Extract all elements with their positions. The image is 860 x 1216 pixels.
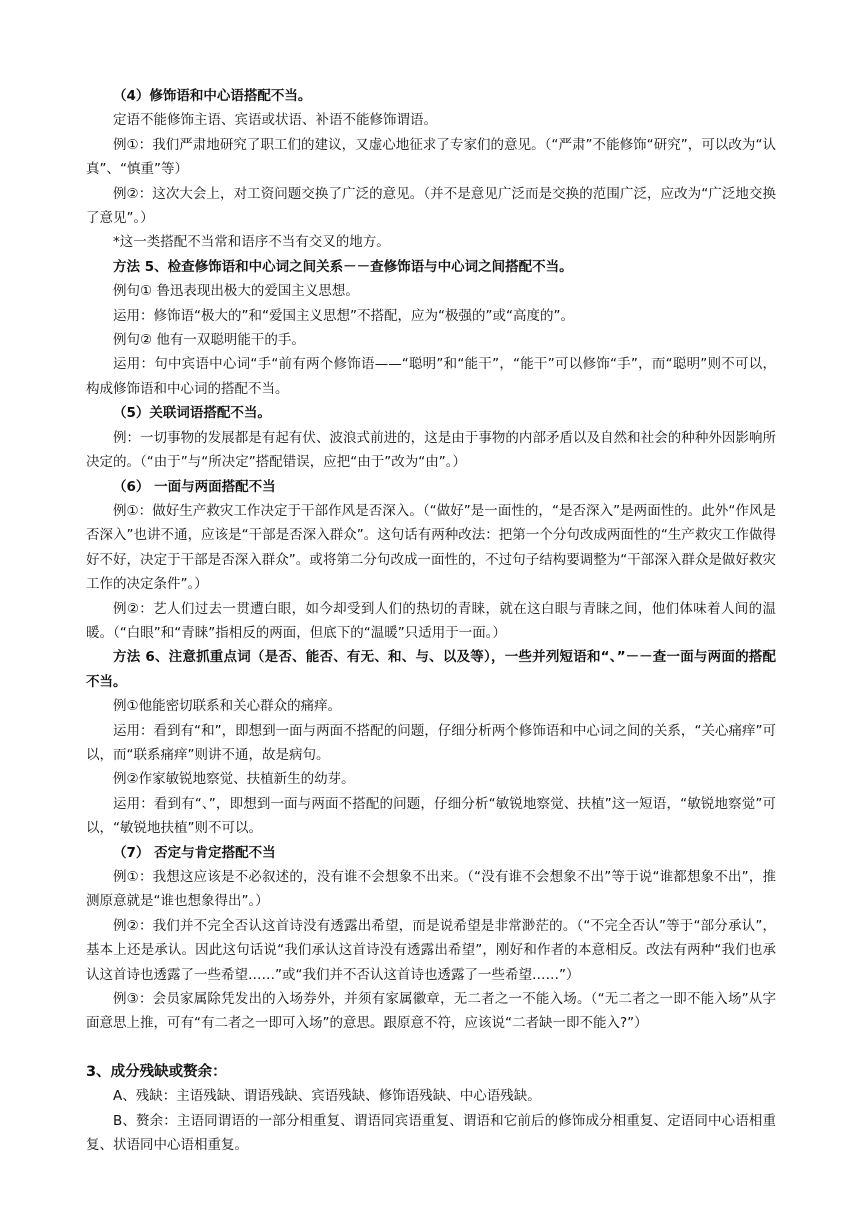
paragraph: 运用：句中宾语中心词“手“前有两个修饰语——“聪明”和“能干”，“能干”可以修饰“手”，而“聪明”则不可以，构成修饰语和中心词的搭配不当。 (86, 356, 776, 397)
paragraph: 例③：会员家属除凭发出的入场券外，并须有家属徽章，无二者之一不能入场。（“无二者之一即不能入场”从字面意思上推，可有“有二者之一即可入场”的意思。跟原意不符，应该说“二者缺一即不能入?”） (86, 991, 776, 1032)
subheading: 方法 5、检查修饰语和中心词之间关系－－查修饰语与中心词之间搭配不当。 (113, 258, 573, 275)
paragraph: 例①：我想这应该是不必叙述的，没有谁不会想象不出来。（“没有谁不会想象不出”等于说“谁都想象不出”，推测原意就是“谁也想象得出”。） (86, 869, 776, 910)
paragraph: A、残缺：主语残缺、谓语残缺、宾语残缺、修饰语残缺、中心语残缺。 (113, 1088, 541, 1105)
paragraph: B、赘余：主语同谓语的一部分相重复、谓语同宾语重复、谓语和它前后的修饰成分相重复、定语同中心语相重复、状语同中心语相重复。 (86, 1112, 776, 1154)
paragraph: 例②作家敏锐地察觉、扶植新生的幼芽。 (113, 771, 355, 788)
main-section (86, 84, 776, 1036)
paragraph: 例①：我们严肃地研究了职工们的建议，又虚心地征求了专家们的意见。（“严肃”不能修饰“研究”，可以改为“认真”、“慎重”等） (86, 136, 776, 178)
subheading: （4）修饰语和中心语搭配不当。 (113, 88, 312, 104)
subheading: 方法 6、注意抓重点词（是否、能否、有无、和、与、以及等），一些并列短语和“、”－－查一面与两面的搭配不当。 (86, 649, 776, 690)
paragraph: 例①：做好生产救灾工作决定于干部作风是否深入。（“做好”是一面性的，“是否深入”是两面性的。此外“作风是否深入”也讲不通，应该是“干部是否深入群众”。这句话有两种改法：把第一个分句改成两面性的“生产救灾工作做得好不好，决定于干部是否深入群众”。或将第二分句改成一面性的，不过句子结构要调整为“干部深入群众是做好救灾工作的决定条件”。） (86, 502, 776, 593)
paragraph: 例②：这次大会上，对工资问题交换了广泛的意见。（并不是意见广泛而是交换的范围广泛，应改为“广泛地交换了意见”。） (86, 185, 776, 227)
document-body (86, 84, 776, 1157)
paragraph: 例②：艺人们过去一贯遭白眼，如今却受到人们的热切的青睐，就在这白眼与青睐之间，他们体味着人间的温暖。（“白眼”和“青睐”指相反的两面，但底下的“温暖”只适用于一面。） (86, 600, 776, 641)
paragraph: 例句② 他有一双聪明能干的手。 (113, 332, 305, 349)
paragraph: 运用：看到有“、”，即想到一面与两面不搭配的问题，仔细分析“敏锐地察觉、扶植”这一短语，“敏锐地察觉”可以，“敏锐地扶植”则不可以。 (86, 795, 776, 837)
paragraph: *这一类搭配不当常和语序不当有交叉的地方。 (113, 234, 390, 251)
section-body (86, 1084, 776, 1157)
paragraph: 例句① 鲁迅表现出极大的爱国主义思想。 (113, 283, 359, 300)
paragraph: 例：一切事物的发展都是有起有伏、波浪式前进的，这是由于事物的内部矛盾以及自然和社会的种种外因影响所决定的。（“由于”与“所决定”搭配错误，应把“由于”改为“由”。） (86, 429, 776, 471)
paragraph: 定语不能修饰主语、宾语或状语、补语不能修饰谓语。 (113, 112, 437, 129)
subheading: （5）关联词语搭配不当。 (113, 405, 271, 422)
paragraph: 例①他能密切联系和关心群众的痛痒。 (113, 698, 342, 715)
paragraph: 运用：修饰语“极大的”和“爱国主义思想”不搭配，应为“极强的”或“高度的”。 (113, 307, 574, 324)
paragraph: 运用：看到有“和”，即想到一面与两面不搭配的问题，仔细分析两个修饰语和中心词之间的关系，“关心痛痒”可以，而“联系痛痒”则讲不通，故是病句。 (86, 722, 776, 763)
subheading: （7） 否定与肯定搭配不当 (113, 844, 276, 861)
section-gap (86, 1036, 776, 1046)
subheading: （6） 一面与两面搭配不当 (113, 478, 276, 495)
section-heading: 3、成分残缺或赘余： (86, 1063, 227, 1080)
paragraph: 例②：我们并不完全否认这首诗没有透露出希望，而是说希望是非常渺茫的。（“不完全否认”等于“部分承认”，基本上还是承认。因此这句话说“我们承认这首诗没有透露出希望”，刚好和作者的本意相反。改法有两种“我们也承认这首诗也透露了一些希望……”或“我们并不否认这首诗也透露了一些希望……”） (86, 917, 776, 983)
